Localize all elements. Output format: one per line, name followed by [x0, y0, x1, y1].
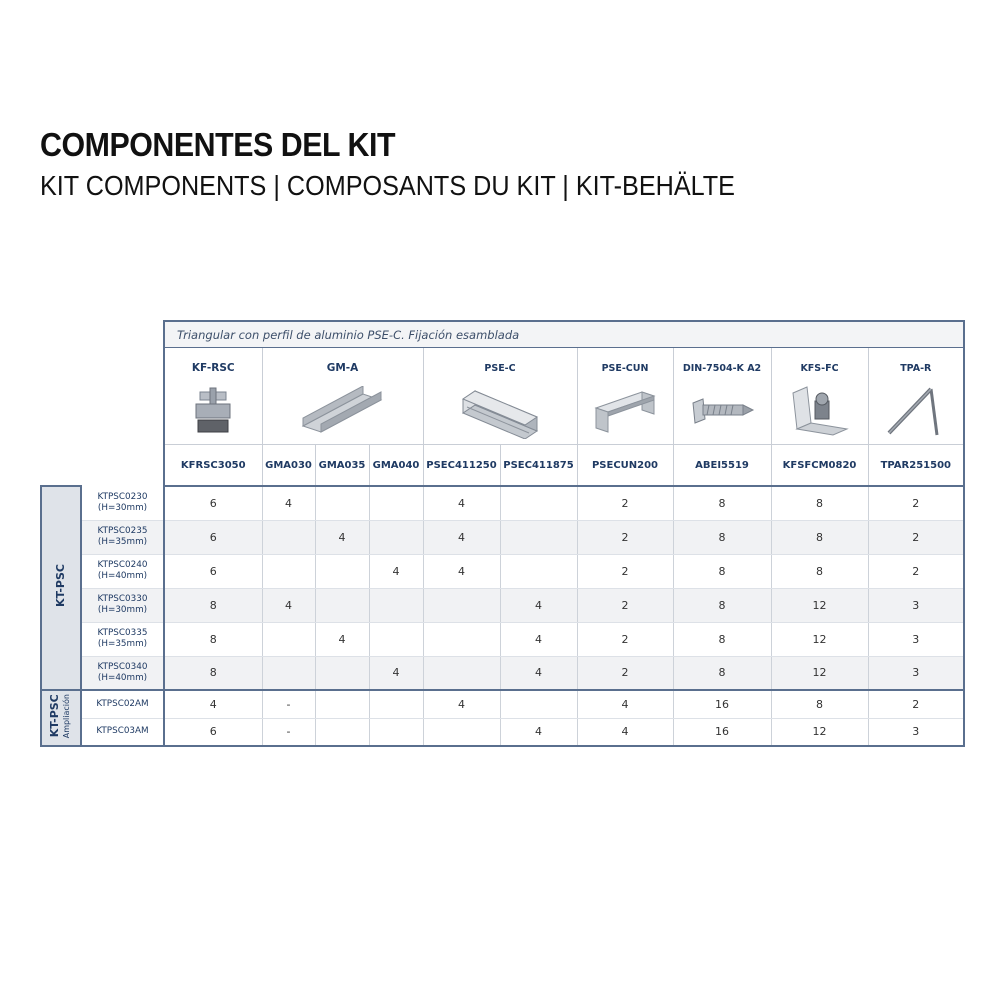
- quantity-cell: [262, 520, 315, 554]
- reference-cell: KFRSC3050: [164, 445, 262, 487]
- model-cell: KTPSC02AM: [81, 690, 164, 718]
- quantity-cell: 2: [868, 486, 964, 520]
- page-title: COMPONENTES DEL KIT: [40, 126, 396, 163]
- rail-joint-icon: [590, 386, 660, 436]
- end-clamp-icon: [785, 383, 855, 439]
- quantity-cell: 8: [771, 486, 868, 520]
- quantity-cell: 2: [577, 622, 673, 656]
- reference-cell: PSEC411875: [500, 445, 577, 487]
- quantity-cell: 2: [577, 588, 673, 622]
- product-image-row: [41, 378, 964, 445]
- product-name-tpa-r: TPA-R: [868, 348, 964, 379]
- quantity-cell: 8: [771, 520, 868, 554]
- table-row: [41, 718, 964, 746]
- quantity-cell: 4: [164, 690, 262, 718]
- model-cell: KTPSC0330 (H=30mm): [81, 588, 164, 622]
- quantity-cell: [500, 554, 577, 588]
- clamp-icon: [188, 386, 238, 436]
- quantity-cell: 8: [164, 588, 262, 622]
- model-cell: KTPSC03AM: [81, 718, 164, 746]
- product-name-row: [41, 348, 964, 379]
- reference-cell: KFSFCM0820: [771, 445, 868, 487]
- quantity-cell: 6: [164, 520, 262, 554]
- model-cell: KTPSC0235 (H=35mm): [81, 520, 164, 554]
- quantity-cell: 12: [771, 622, 868, 656]
- quantity-cell: 4: [500, 718, 577, 746]
- quantity-cell: [369, 690, 423, 718]
- quantity-cell: -: [262, 718, 315, 746]
- quantity-cell: 2: [577, 520, 673, 554]
- quantity-cell: 4: [369, 554, 423, 588]
- table-row: [41, 588, 964, 622]
- model-cell: KTPSC0240 (H=40mm): [81, 554, 164, 588]
- quantity-cell: 4: [369, 656, 423, 690]
- quantity-cell: [500, 486, 577, 520]
- table-row: [41, 656, 964, 690]
- group-label-kt-psc-ampliacion: KT-PSC Ampliación: [41, 690, 81, 746]
- product-name-kfs-fc: KFS-FC: [771, 348, 868, 379]
- quantity-cell: [315, 656, 369, 690]
- reference-cell: TPAR251500: [868, 445, 964, 487]
- table-row: [41, 690, 964, 718]
- quantity-cell: 4: [500, 622, 577, 656]
- quantity-cell: 2: [868, 690, 964, 718]
- product-name-pse-c: PSE-C: [423, 348, 577, 379]
- quantity-cell: 8: [164, 656, 262, 690]
- quantity-cell: [262, 656, 315, 690]
- quantity-cell: [315, 718, 369, 746]
- reference-cell: PSECUN200: [577, 445, 673, 487]
- reference-cell: PSEC411250: [423, 445, 500, 487]
- quantity-cell: 2: [868, 554, 964, 588]
- quantity-cell: 8: [673, 520, 771, 554]
- quantity-cell: 4: [262, 588, 315, 622]
- quantity-cell: 4: [423, 690, 500, 718]
- profile-channel-icon: [293, 386, 393, 436]
- quantity-cell: 4: [315, 622, 369, 656]
- quantity-cell: [500, 690, 577, 718]
- quantity-cell: 2: [577, 486, 673, 520]
- quantity-cell: [315, 690, 369, 718]
- quantity-cell: 16: [673, 718, 771, 746]
- quantity-cell: 2: [868, 520, 964, 554]
- quantity-cell: 4: [577, 690, 673, 718]
- quantity-cell: 6: [164, 486, 262, 520]
- model-cell: KTPSC0340 (H=40mm): [81, 656, 164, 690]
- reference-row: [41, 445, 964, 487]
- quantity-cell: [369, 622, 423, 656]
- quantity-cell: 4: [423, 486, 500, 520]
- quantity-cell: [315, 554, 369, 588]
- table-row: [41, 486, 964, 520]
- table-caption: Triangular con perfil de aluminio PSE-C. Fijación esamblada: [164, 321, 964, 348]
- table-row: [41, 554, 964, 588]
- model-cell: KTPSC0335 (H=35mm): [81, 622, 164, 656]
- reference-cell: ABEI5519: [673, 445, 771, 487]
- quantity-cell: [369, 486, 423, 520]
- quantity-cell: 12: [771, 718, 868, 746]
- quantity-cell: [423, 718, 500, 746]
- caption-row: [41, 321, 964, 348]
- quantity-cell: [262, 554, 315, 588]
- quantity-cell: 12: [771, 588, 868, 622]
- quantity-cell: [315, 486, 369, 520]
- quantity-cell: 8: [673, 656, 771, 690]
- quantity-cell: [315, 588, 369, 622]
- product-name-gm-a: GM-A: [262, 348, 423, 379]
- quantity-cell: [369, 718, 423, 746]
- quantity-cell: [369, 520, 423, 554]
- quantity-cell: 12: [771, 656, 868, 690]
- screw-icon: [687, 391, 757, 431]
- table-row: [41, 520, 964, 554]
- quantity-cell: 3: [868, 588, 964, 622]
- group-label-kt-psc: KT-PSC: [41, 486, 81, 690]
- quantity-cell: 8: [673, 622, 771, 656]
- quantity-cell: [262, 622, 315, 656]
- quantity-cell: [423, 622, 500, 656]
- quantity-cell: [500, 520, 577, 554]
- quantity-cell: 3: [868, 718, 964, 746]
- triangle-strut-icon: [881, 383, 951, 439]
- reference-cell: GMA035: [315, 445, 369, 487]
- quantity-cell: 6: [164, 554, 262, 588]
- kit-components-table: [40, 320, 965, 747]
- reference-cell: GMA030: [262, 445, 315, 487]
- quantity-cell: 2: [577, 656, 673, 690]
- quantity-cell: 8: [771, 690, 868, 718]
- quantity-cell: 4: [315, 520, 369, 554]
- page-subtitle: KIT COMPONENTS | COMPOSANTS DU KIT | KIT-BEHÄLTE: [40, 170, 735, 201]
- quantity-cell: 8: [164, 622, 262, 656]
- table-row: [41, 622, 964, 656]
- quantity-cell: 16: [673, 690, 771, 718]
- aluminium-rail-icon: [455, 383, 545, 439]
- product-name-kf-rsc: KF-RSC: [164, 348, 262, 379]
- quantity-cell: 4: [423, 520, 500, 554]
- quantity-cell: 4: [262, 486, 315, 520]
- quantity-cell: -: [262, 690, 315, 718]
- quantity-cell: 8: [673, 588, 771, 622]
- quantity-cell: 3: [868, 622, 964, 656]
- quantity-cell: 4: [500, 656, 577, 690]
- model-cell: KTPSC0230 (H=30mm): [81, 486, 164, 520]
- quantity-cell: 4: [423, 554, 500, 588]
- quantity-cell: 8: [771, 554, 868, 588]
- quantity-cell: [423, 588, 500, 622]
- quantity-cell: [369, 588, 423, 622]
- reference-cell: GMA040: [369, 445, 423, 487]
- product-name-pse-cun: PSE-CUN: [577, 348, 673, 379]
- quantity-cell: 6: [164, 718, 262, 746]
- quantity-cell: 8: [673, 486, 771, 520]
- quantity-cell: 8: [673, 554, 771, 588]
- quantity-cell: 2: [577, 554, 673, 588]
- quantity-cell: [423, 656, 500, 690]
- quantity-cell: 4: [500, 588, 577, 622]
- product-name-din: DIN-7504-K A2: [673, 348, 771, 379]
- quantity-cell: 4: [577, 718, 673, 746]
- quantity-cell: 3: [868, 656, 964, 690]
